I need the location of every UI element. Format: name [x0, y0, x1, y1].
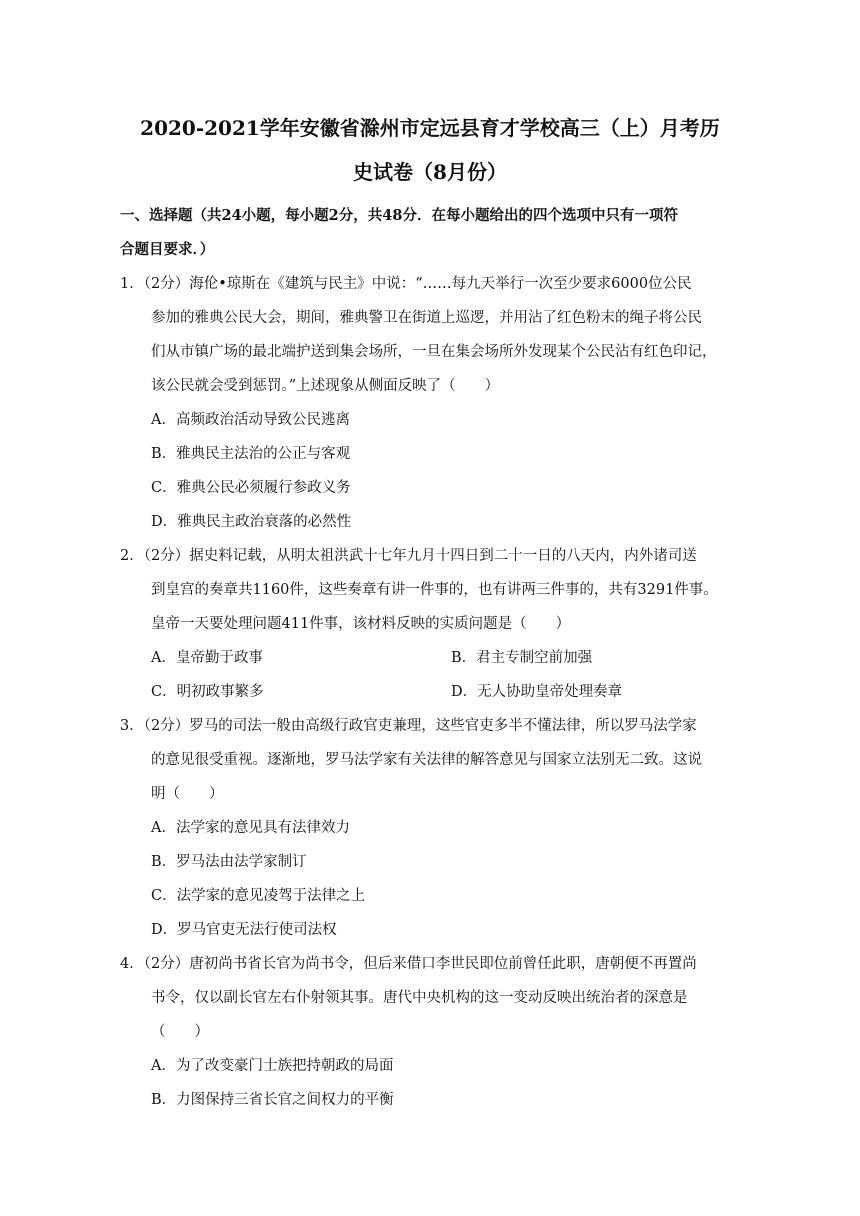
question-3-option-d: D．罗马官吏无法行使司法权	[151, 922, 337, 938]
exam-title-line-2: 史试卷（8月份）	[353, 160, 507, 184]
question-4-text: （ ）	[151, 1024, 209, 1040]
question-2-text: 皇帝一天要处理问题411件事，该材料反映的实质问题是（ ）	[151, 616, 571, 632]
question-3-option-c: C．法学家的意见凌驾于法律之上	[151, 888, 366, 904]
question-3-option-a: A．法学家的意见具有法律效力	[151, 820, 350, 836]
question-1-text: 们从市镇广场的最北端护送到集会场所，一旦在集会场所外发现某个公民沾有红色印记，	[151, 344, 717, 360]
question-2-option-d: D．无人协助皇帝处理奏章	[451, 684, 623, 700]
question-4-option-a: A．为了改变豪门士族把持朝政的局面	[151, 1058, 394, 1074]
section-heading-line-1: 一、选择题（共24小题，每小题2分，共48分．在每小题给出的四个选项中只有一项符	[120, 207, 678, 224]
exam-title-line-1: 2020-2021学年安徽省滁州市定远县育才学校高三（上）月考历	[140, 116, 720, 140]
question-4-text: 书令，仅以副长官左右仆射领其事。唐代中央机构的这一变动反映出统治者的深意是	[151, 990, 688, 1006]
question-3-option-b: B．罗马法由法学家制订	[151, 854, 307, 870]
question-2-text: 2．（2分）据史料记载，从明太祖洪武十七年九月十四日到二十一日的八天内，内外诸司送	[120, 548, 697, 564]
question-2-option-b: B．君主专制空前加强	[451, 650, 593, 666]
question-3-text: 的意见很受重视。逐渐地，罗马法学家有关法律的解答意见与国家立法别无二致。这说	[151, 752, 702, 768]
question-1-text: 参加的雅典公民大会，期间，雅典警卫在街道上巡逻，并用沾了红色粉末的绳子将公民	[151, 310, 702, 326]
question-3-text: 3．（2分）罗马的司法一般由高级行政官吏兼理，这些官吏多半不懂法律，所以罗马法学家	[120, 718, 697, 734]
question-4-option-b: B．力图保持三省长官之间权力的平衡	[151, 1092, 394, 1108]
question-2-text: 到皇宫的奏章共1160件，这些奏章有讲一件事的，也有讲两三件事的，共有3291件事。	[151, 582, 718, 598]
question-1-option-d: D．雅典民主政治衰落的必然性	[151, 514, 352, 530]
question-1-option-b: B．雅典民主法治的公正与客观	[151, 446, 351, 462]
question-2-option-c: C．明初政事繁多	[151, 684, 264, 700]
question-4-text: 4．（2分）唐初尚书省长官为尚书令，但后来借口李世民即位前曾任此职，唐朝便不再置尚	[120, 956, 697, 972]
question-1-text: 1．（2分）海伦•琼斯在《建筑与民主》中说：“……每九天举行一次至少要求6000位公民	[120, 276, 692, 292]
question-1-text: 该公民就会受到惩罚。”上述现象从侧面反映了（ ）	[151, 378, 500, 394]
section-heading-line-2: 合题目要求．）	[120, 241, 215, 258]
question-3-text: 明（ ）	[151, 786, 224, 802]
question-2-option-a: A．皇帝勤于政事	[151, 650, 263, 666]
question-1-option-c: C．雅典公民必须履行参政义务	[151, 480, 351, 496]
question-1-option-a: A．高频政治活动导致公民逃离	[151, 412, 350, 428]
